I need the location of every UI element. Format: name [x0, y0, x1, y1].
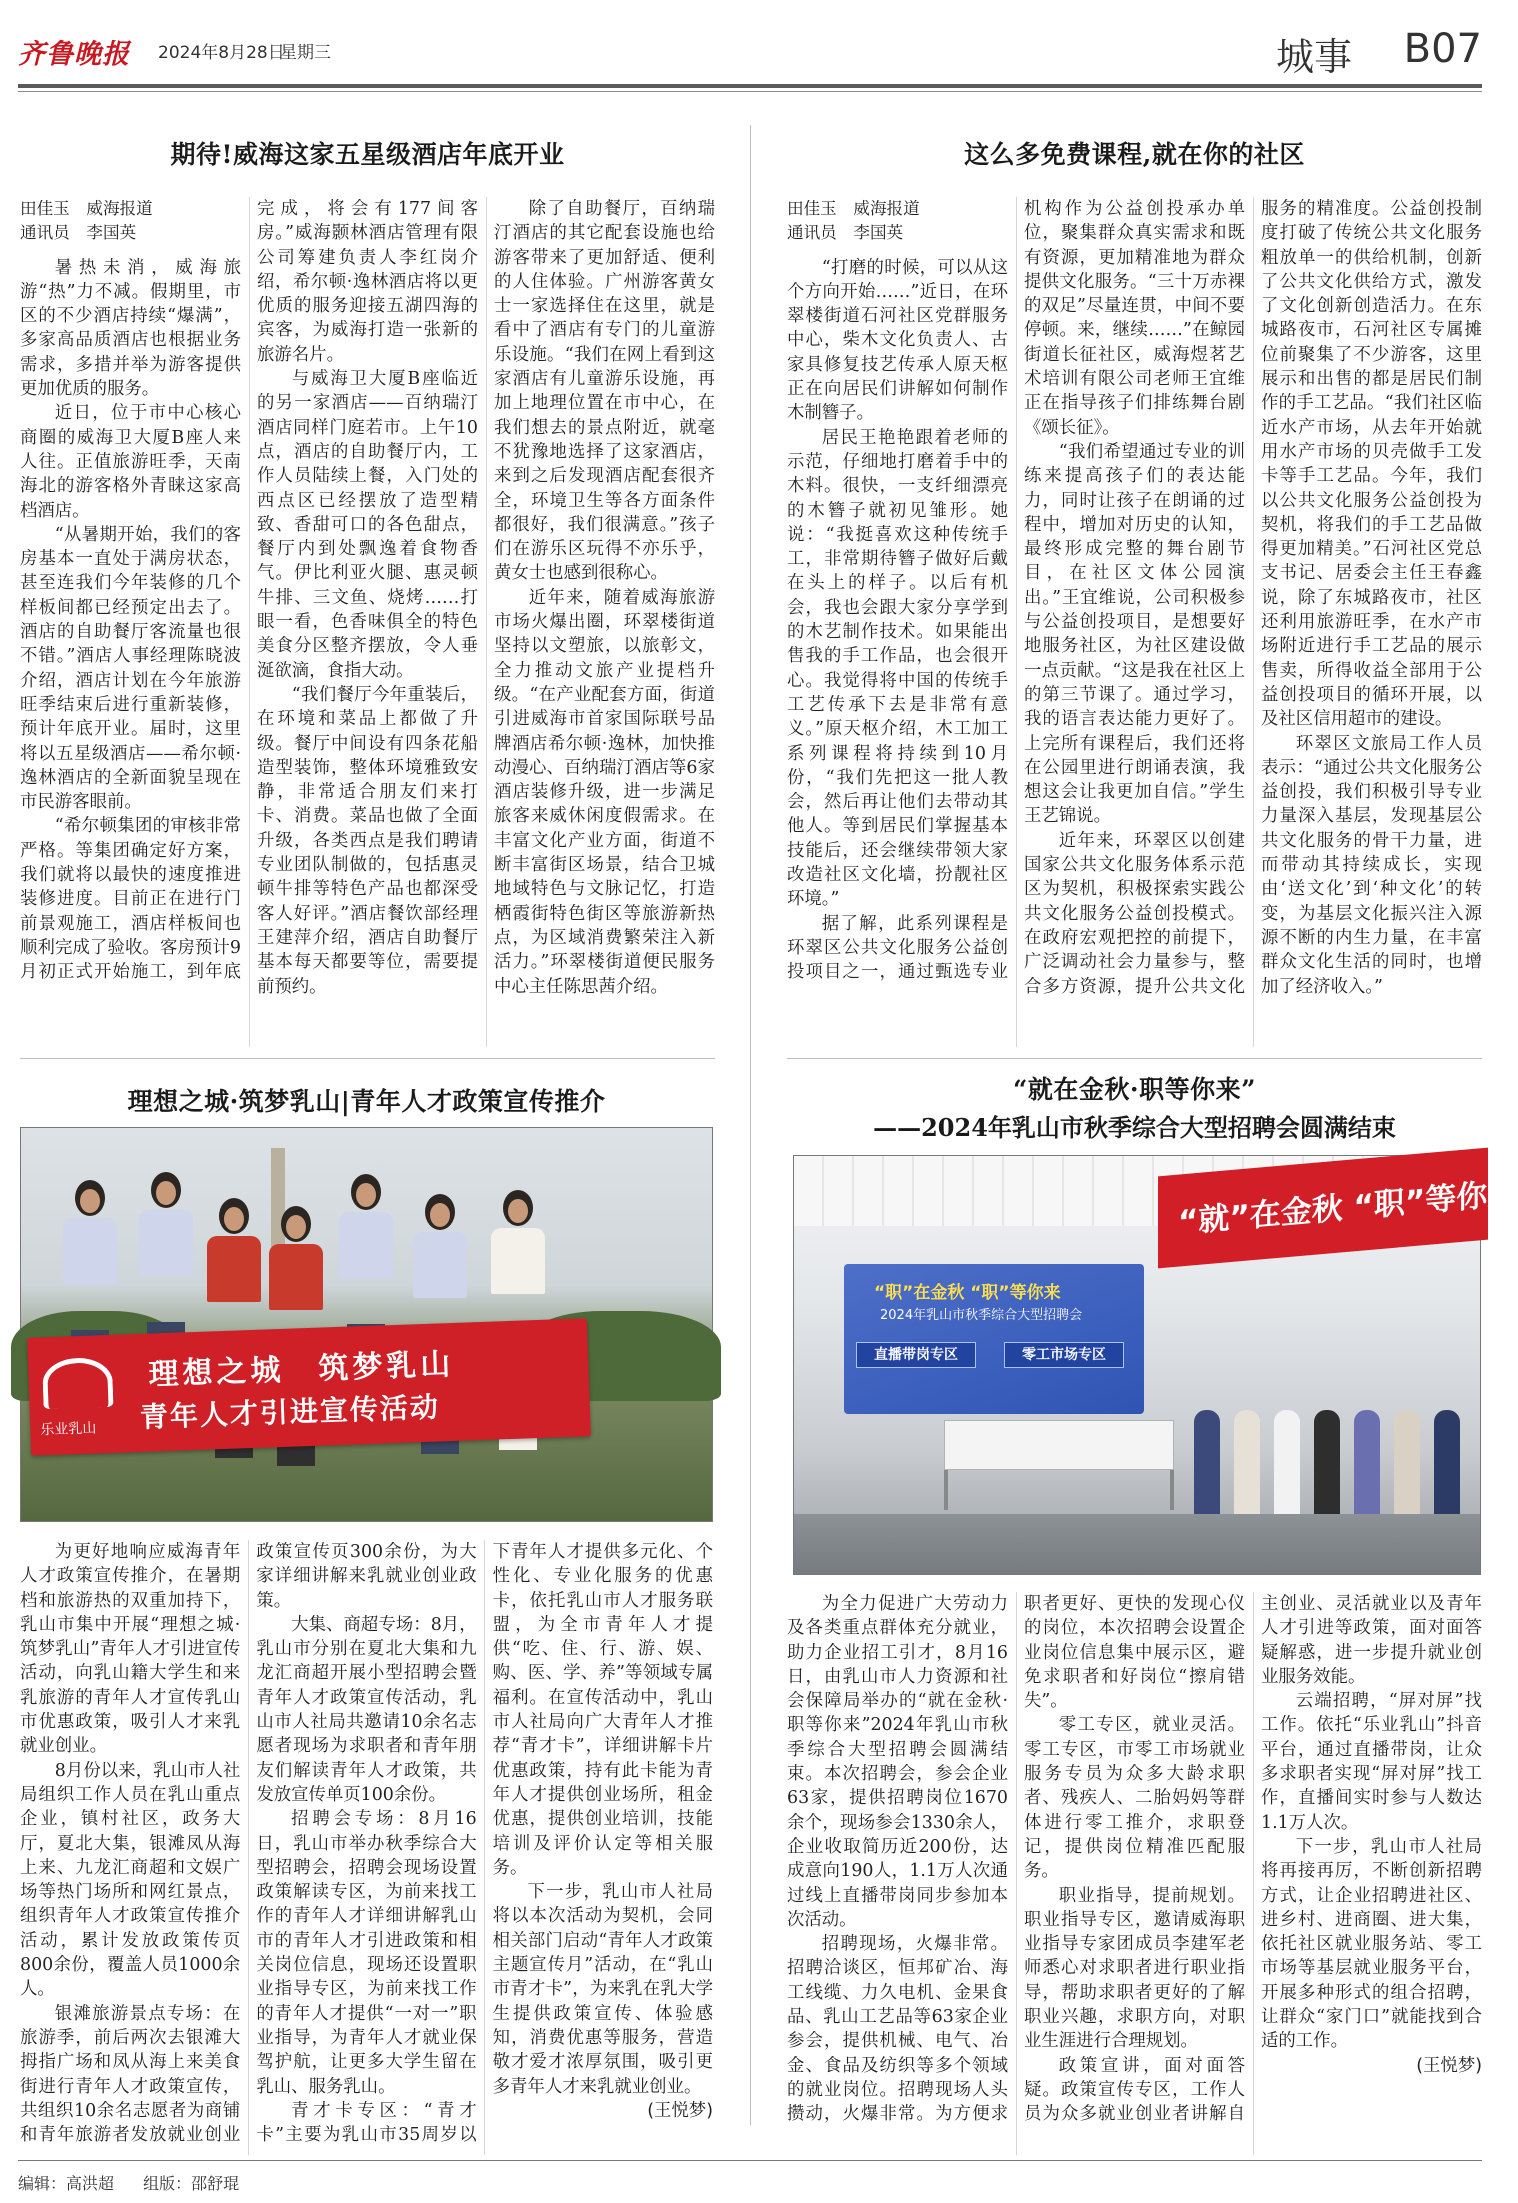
paragraph: 青才卡专区：“青才卡”主要为乳山市35周岁以下青年人才提供多元化、个性化、专业化服务的优惠卡，依托乳山市人才服务联盟，为全市青年人才提供“吃、住、行、游、娱、购、医、学、养”等领域专属福利。在宣传活动中，乳山市人社局向广大青年人才推荐“青才卡”，详细讲解卡片优惠政策，持有此卡能为青年人才提供创业场所，租金优惠，提供创业培训，技能培训及评价认定等相关服务。 — [256, 1542, 713, 2146]
article-body — [787, 1592, 1482, 2155]
fair-board-subtitle: 2024年乳山市秋季综合大型招聘会 — [880, 1308, 1083, 1323]
article-hotel — [20, 125, 715, 1050]
masthead-rule-thin — [18, 91, 1482, 92]
paragraph: “打磨的时候，可以从这个方向开始……”近日，在环翠楼街道石河社区党群服务中心，柴木文化负责人、古家具修复技艺传承人原天枢正在向居民们讲解如何制作木制簪子。 — [787, 257, 1008, 424]
paragraph: 招聘会专场：8月16日，乳山市举办秋季综合大型招聘会，招聘会现场设置政策解读专区，为前来找工作的青年人才详细讲解乳山市的青年人才引进政策和相关岗位信息，现场还设置职业指导专区，为前来找工作的青年人才提供“一对一”职业指导，为青年人才就业保驾护航，让更多大学生留在乳山、服务乳山。 — [256, 1809, 477, 2097]
page-number: B07 — [1403, 26, 1482, 72]
article-headline: 这么多免费课程,就在你的社区 — [964, 140, 1305, 169]
person-figure — [1274, 1410, 1300, 1530]
article-subheadline: ——2024年乳山市秋季综合大型招聘会圆满结束 — [873, 1113, 1396, 1142]
person-figure — [1354, 1410, 1380, 1530]
article-headline: “就在金秋·职等你来” — [1013, 1075, 1256, 1104]
banner-line-2: 青年人才引进宣传活动 — [139, 1390, 441, 1434]
paragraph: 近日，位于市中心核心商圈的威海卫大厦B座人来人往。正值旅游旺季，天南海北的游客格外青睐这家高档酒店。 — [20, 403, 241, 521]
fair-red-banner-text: “就”在金秋 “职”等你来 — [1178, 1174, 1518, 1241]
paragraph: 下一步，乳山市人社局将再接再厉，不断创新招聘方式，让企业招聘进社区、进乡村、进商圈、进大集，依托社区就业服务站、零工市场等基层就业服务平台，开展多种形式的组合招聘，让群众“家门口”就能找到合适的工作。 — [1261, 1836, 1482, 2052]
person-figure — [1434, 1410, 1460, 1530]
paragraph: 近年来，随着威海旅游市场火爆出圈，环翠楼街道坚持以文塑旅，以旅彰文，全力推动文旅产业提档升级。“在产业配套方面，街道引进威海市首家国际联号品牌酒店希尔顿·逸林，加快推动漫心、百纳瑞汀酒店等6家酒店装修升级，进一步满足旅客来威休闲度假需求。在丰富文化产业方面，街道不断丰富街区场景，结合卫城地域特色与文脉记忆，打造栖霞街特色街区等旅游新热点，为区域消费繁荣注入新活力。”环翠楼街道便民服务中心主任陈思茜介绍。 — [494, 587, 715, 997]
person-figure — [1314, 1410, 1340, 1530]
paragraph: 银滩旅游景点专场：在旅游季，前后两次去银滩大拇指广场和凤从海上来美食街进行青年人才政策宣传，共组织10余名志愿者为商铺和青年旅游者发放就业创业政策宣传页300余份，为大家详细讲解来乳就业创业政策。 — [20, 1542, 477, 2146]
section-divider — [787, 1058, 1482, 1059]
paragraph: 政策宣讲，面对面答疑。政策宣传专区，工作人员为众多就业创业者讲解自主创业、灵活就业以及青年人才引进等政策，面对面答疑解惑，进一步提升就业创业服务效能。 — [1024, 1594, 1482, 2125]
byline-correspondent: 通讯员 李国英 — [787, 223, 904, 243]
paragraph: 与威海卫大厦B座临近的另一家酒店——百纳瑞汀酒店同样门庭若市。上午10点，酒店的自助餐厅内，工作人员陆续上餐，入门处的西点区已经摆放了造型精致、香甜可口的各色甜点，餐厅内到处飘逸着食物香气。伊比利亚火腿、惠灵顿牛排、三文鱼、烧烤……打眼一看，色香味俱全的特色美食分区整齐摆放，令人垂涎欲滴，食指大动。 — [257, 369, 478, 681]
column-divider — [750, 125, 751, 2125]
article-signature: (王悦梦) — [647, 2100, 713, 2121]
article-courses — [787, 125, 1482, 1050]
footer-editor: 编辑：高洪超 — [18, 2174, 115, 2193]
section-name: 城事 — [1275, 35, 1352, 79]
article-signature: (王悦梦) — [1416, 2055, 1482, 2076]
paragraph: 居民王艳艳跟着老师的示范，仔细地打磨着手中的木料。很快，一支纤细漂亮的木簪子就初见雏形。她说：“我挺喜欢这种传统手工，非常期待簪子做好后戴在头上的样子。以后有机会，我也会跟大家分享学到的木艺制作技术。如果能出售我的手工作品，也会很开心。我觉得将中国的传统手工艺传承下去是非常有意义。”原天枢介绍，木工加工系列课程将持续到10月份，“我们先把这一批人教会，然后再让他们去带动其他人。等到居民们掌握基本技能后，还会继续带领大家改造社区文化墙，扮靓社区环境。” — [787, 427, 1008, 910]
ruyshan-logo-icon — [42, 1357, 114, 1409]
paragraph: 云端招聘，“屏对屏”找工作。依托“乐业乳山”抖音平台，通过直播带岗，让众多求职者实现“屏对屏”找工作，直播间实时参与人数达1.1万人次。 — [1261, 1691, 1482, 1833]
fair-backdrop-board — [844, 1264, 1144, 1414]
fair-panel-odd-jobs: 零工市场专区 — [1004, 1342, 1124, 1368]
issue-weekday: 星期三 — [280, 43, 331, 63]
paragraph: 零工专区，就业灵活。零工专区，市零工市场就业服务专员为众多大龄求职者、残疾人、二胎妈妈等群体进行零工推介，求职登记，提供岗位精准匹配服务。 — [1024, 1715, 1245, 1882]
newspaper-logo: 齐鲁晚报 — [18, 39, 130, 70]
job-fair-photo — [793, 1155, 1518, 1575]
article-body — [20, 197, 715, 1047]
paragraph: 据了解，此系列课程是环翠区公共文化服务公益创投项目之一，通过甄选专业机构作为公益创投承办单位，聚集群众真实需求和既有资源，更加精准地为群众提供文化服务。“三十万赤裸的双足”尽量连贯，中间不要停顿。来，继续……”在鲸园街道长征社区，威海煜茗艺术培训有限公司老师王宜维正在指导孩子们排练舞台剧《颂长征》。 — [787, 199, 1245, 983]
issue-date: 2024年8月28日 — [158, 43, 285, 63]
banner-line-1: 理想之城 筑梦乳山 — [147, 1346, 455, 1393]
section-divider — [20, 1058, 715, 1059]
fair-panel-livestream: 直播带岗专区 — [856, 1342, 976, 1368]
article-body — [20, 1540, 713, 2155]
paragraph: 暑热未消，威海旅游“热”力不减。假期里，市区的不少酒店持续“爆满”，多家高品质酒店也根据业务需求，多措并举为游客提供更加优质的服务。 — [20, 257, 241, 400]
person-figure — [1194, 1410, 1220, 1530]
article-body — [787, 197, 1482, 1047]
person-figure — [1234, 1410, 1260, 1530]
article-headline: 理想之城·筑梦乳山|青年人才政策宣传推介 — [127, 1087, 606, 1116]
article-fair — [787, 1060, 1482, 1150]
byline-reporter: 田佳玉 威海报道 — [20, 199, 153, 218]
event-banner — [27, 1318, 591, 1455]
paragraph: 除了自助餐厅，百纳瑞汀酒店的其它配套设施也给游客带来了更加舒适、便利的人住体验。广州游客黄女士一家选择住在这里，就是看中了酒店有专门的儿童游乐设施。“我们在网上看到这家酒店有儿童游乐设施，再加上地理位置在市中心，在我们想去的景点附近，就毫不犹豫地选择了这家酒店，来到之后发现酒店配套很齐全，环境卫生等各方面条件都很好，我们很满意。”孩子们在游乐区玩得不亦乐乎，黄女士也感到很称心。 — [494, 199, 715, 584]
paragraph: 近年来，环翠区以创建国家公共文化服务体系示范区为契机，积极探索实践公共文化服务公益创投模式。在政府宏观把控的前提下，广泛调动社会力量参与，整合多方资源，提升公共文化服务的精准度。公益创投制度打破了传统公共文化服务粗放单一的供给机制，创新了公共文化供给方式，激发了文化创新创造活力。在东城路夜市，石河社区专属摊位前聚集了不少游客，这里展示和出售的都是居民们制作的手工艺品。“我们社区临近水产市场，从去年开始就用水产市场的贝壳做手工发卡等手工艺品。今年，我们以公共文化服务公益创投为契机，将我们的手工艺品做得更加精美。”石河社区党总支书记、居委会主任王春鑫说，除了东城路夜市，社区还利用旅游旺季，在水产市场附近进行手工艺品的展示售卖，所得收益全部用于公益创投项目的循环开展，以及社区信用超市的建设。 — [1024, 199, 1482, 997]
person-figure — [1394, 1410, 1420, 1530]
byline-correspondent: 通讯员 李国英 — [20, 223, 137, 243]
paragraph: 招聘现场，火爆非常。招聘洽谈区，恒邦矿冶、海工线缆、力久电机、金果食品、乳山工艺品等63家企业参会，提供机械、电气、冶金、食品及纺织等多个领域的就业岗位。招聘现场人头攒动，火爆非常。为方便求职者更好、更快的发现心仪的岗位，本次招聘会设置企业岗位信息集中展示区，避免求职者和好岗位“擦肩错失”。 — [787, 1594, 1245, 2125]
paragraph: “从暑期开始，我们的客房基本一直处于满房状态，甚至连我们今年装修的几个样板间都已经预定出去了。酒店的自助餐厅客流量也很不错。”酒店人事经理陈晓波介绍，酒店计划在今年旅游旺季结束后进行重新装修，预计年底开业。届时，这里将以五星级酒店——希尔顿·逸林酒店的全新面貌呈现在市民游客眼前。 — [20, 524, 241, 813]
paragraph: 大集、商超专场：8月，乳山市分别在夏北大集和九龙汇商超开展小型招聘会暨青年人才政策宣传活动，乳山市人社局共邀请10余名志愿者现场为求职者和青年朋友们解读青年人才政策，共发放宣传单页100余份。 — [256, 1614, 477, 1805]
paragraph: 8月份以来，乳山市人社局组织工作人员在乳山重点企业，镇村社区，政务大厅，夏北大集，银滩凤从海上来、九龙汇商超和文娱广场等热门场所和网红景点，组织青年人才政策宣传推介活动，累计发放政策传页800余份，覆盖人员1000余人。 — [20, 1760, 241, 2000]
paragraph: “我们希望通过专业的训练来提高孩子们的表达能力，同时让孩子在朗诵的过程中，增加对历史的认知，最终形成完整的舞台剧节目，在社区文体公园演出。”王宜维说，公司积极参与公益创投项目，是想要好地服务社区，为社区建设做一点贡献。“这是我在社区上的第三节课了。通过学习，我的语言表达能力更好了。上完所有课程后，我们还将在公园里进行朗诵表演，我想这会让我更加自信。”学生王艺锦说。 — [1024, 441, 1245, 827]
fair-desk — [944, 1420, 1174, 1470]
paragraph: 为更好地响应威海青年人才政策宣传推介，在暑期档和旅游热的双重加持下，乳山市集中开展“理想之城·筑梦乳山”青年人才引进宣传活动，向乳山籍大学生和来乳旅游的青年人才宣传乳山市优惠政策，吸引人才来乳就业创业。 — [20, 1542, 241, 1757]
footer-credits — [18, 2171, 263, 2194]
paragraph: 环翠区文旅局工作人员表示：“通过公共文化服务公益创投，我们积极引导专业力量深入基层，发现基层公共文化服务的骨干力量，进而带动其持续成长，实现由‘送文化’到‘种文化’的转变，为基层文化振兴注入源源不断的内生力量，在丰富群众文化生活的同时，也增加了经济收入。” — [1261, 733, 1482, 997]
byline-reporter: 田佳玉 威海报道 — [787, 199, 920, 218]
footer-layout: 组版：邵舒琨 — [143, 2174, 240, 2193]
footer-rule — [18, 2160, 1482, 2161]
paragraph: 职业指导，提前规划。职业指导专区，邀请威海职业指导专家团成员李建军老师悉心对求职者进行职业指导，帮助求职者更好的了解职业兴趣，求职方向，对职业生涯进行合理规划。 — [1024, 1885, 1245, 2052]
banner-logo-name: 乐业乳山 — [40, 1420, 97, 1439]
masthead-rule — [18, 84, 1482, 88]
paragraph: 下一步，乳山市人社局将以本次活动为契机，会同相关部门启动“青年人才政策主题宣传月”活动，在“乳山市青才卡”，为来乳在乳大学生提供政策宣传、体验感知，消费优惠等服务，营造敬才爱才浓厚氛围，吸引更多青年人才来乳就业创业。 — [492, 1882, 713, 2097]
talent-event-photo — [20, 1127, 713, 1522]
floor-shape — [794, 1514, 1480, 1574]
paragraph: “我们餐厅今年重装后，在环境和菜品上都做了升级。餐厅中间设有四条花船造型装饰，整体环境雅致安静，非常适合朋友们来打卡、消费。菜品也做了全面升级，各类西点是我们聘请专业团队制做的，包括惠灵顿牛排等特色产品也都深受客人好评。”酒店餐饮部经理王建萍介绍，酒店自助餐厅基本每天都要等位，需要提前预约。 — [257, 684, 478, 997]
article-headline: 期待!威海这家五星级酒店年底开业 — [170, 140, 565, 169]
paragraph: “希尔顿集团的审核非常严格。等集团确定好方案，我们就将以最快的速度推进装修进度。目前正在进行门前景观施工，酒店样板间也顺利完成了验收。客房预计9月初正式开始施工，到年底完成，将会有177间客房。”威海颢林酒店管理有限公司筹建负责人李红岗介绍，希尔顿·逸林酒店将以更优质的服务迎接五湖四海的宾客，为威海打造一张新的旅游名片。 — [20, 199, 478, 983]
fair-desk-legs — [944, 1470, 1174, 1510]
paragraph: 为全力促进广大劳动力及各类重点群体充分就业，助力企业招工引才，8月16日，由乳山市人力资源和社会保障局举办的“就在金秋·职等你来”2024年乳山市秋季综合大型招聘会圆满结束。本次招聘会，参会企业63家，提供招聘岗位1670余个，现场参会1330余人，企业收取简历近200份，达成意向190人，1.1万人次通过线上直播带岗同步参加本次活动。 — [787, 1594, 1008, 1930]
fair-board-title: “职”在金秋 “职”等你来 — [874, 1283, 1061, 1303]
